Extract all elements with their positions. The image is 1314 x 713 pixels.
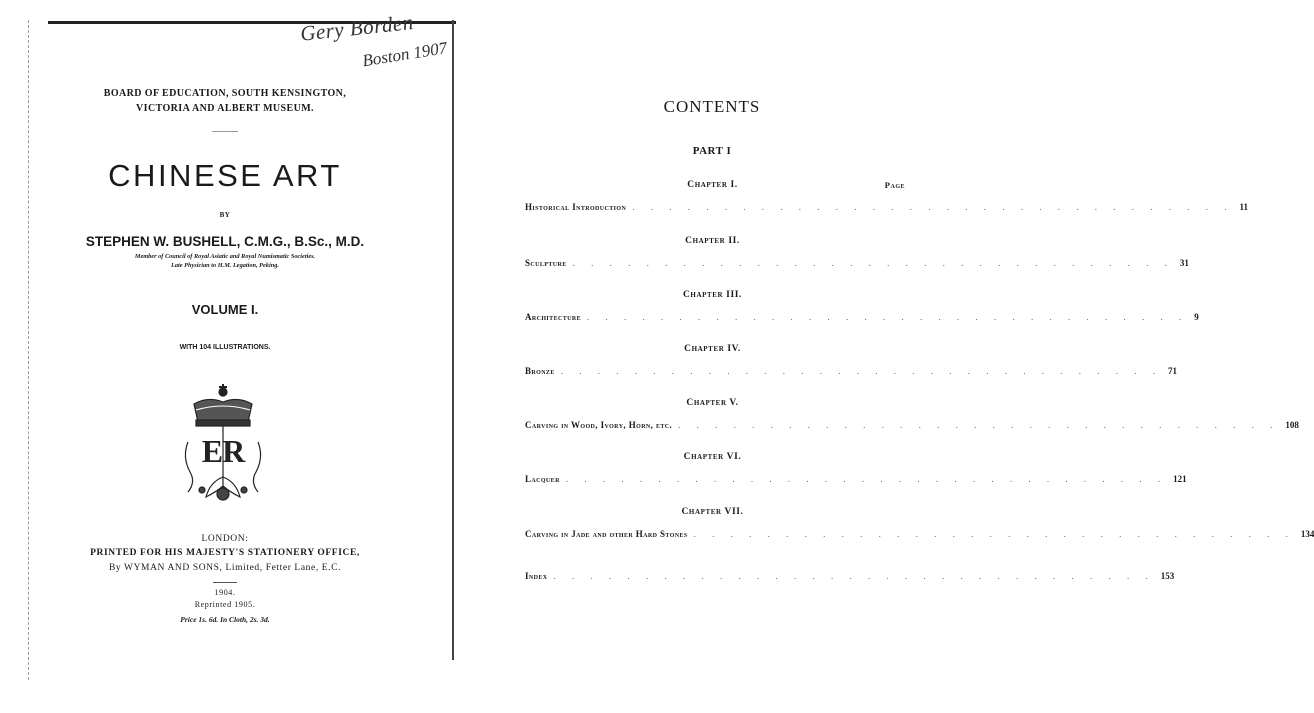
- page-right-border: [452, 20, 454, 660]
- reprinted-year: Reprinted 1905.: [194, 600, 256, 609]
- signature-name: Gery Borden: [299, 10, 415, 46]
- author-credential-2: Late Physician to H.M. Legation, Peking.: [171, 262, 279, 269]
- toc-leader: . . . . . . . . . . . . . . . . . . . . . . . . . . . . . . . . .: [678, 420, 1280, 430]
- chapter-label: Chapter V.: [686, 398, 739, 408]
- toc-leader: . . . . . . . . . . . . . . . . . . . . . . . . . . . . . . . . .: [565, 474, 1168, 484]
- ornament-dash: [212, 131, 238, 132]
- toc-entry-title: Index: [525, 571, 548, 581]
- toc-entry: [525, 366, 1177, 380]
- signature-place-year: Boston 1907: [361, 38, 449, 71]
- illustrations-note: WITH 104 ILLUSTRATIONS.: [179, 344, 271, 351]
- author-credential-1: Member of Council of Royal Asiatic and Royal Numismatic Societies.: [134, 253, 316, 260]
- toc-leader: . . . . . . . . . . . . . . . . . . . . . . . . . . . . . . . . .: [693, 529, 1295, 539]
- by-label: BY: [219, 211, 231, 219]
- publication-place: LONDON:: [201, 534, 249, 544]
- toc-entry-page: 9: [1194, 312, 1199, 322]
- toc-entry: [525, 420, 1299, 434]
- toc-entry-title: Bronze: [525, 366, 555, 376]
- toc-entry: [525, 258, 1189, 272]
- part-label: PART I: [692, 145, 732, 157]
- toc-entry-page: 11: [1239, 202, 1248, 212]
- volume-label: VOLUME I.: [191, 302, 259, 317]
- chapter-label: Chapter VI.: [683, 452, 742, 462]
- toc-entry: [525, 312, 1199, 326]
- book-title: CHINESE ART: [108, 158, 342, 193]
- toc-entry: [525, 529, 1314, 543]
- price-line: Price 1s. 6d. In Cloth, 2s. 3d.: [180, 615, 270, 624]
- printer-line-2: By WYMAN AND SONS, Limited, Fetter Lane, E.C.: [108, 563, 342, 573]
- toc-entry-page: 71: [1168, 366, 1177, 376]
- toc-leader: . . . . . . . . . . . . . . . . . . . . . . . . . . . . . . . . .: [632, 202, 1234, 212]
- toc-entry-title: Lacquer: [525, 474, 560, 484]
- toc-entry-page: 31: [1179, 258, 1189, 268]
- toc-leader: . . . . . . . . . . . . . . . . . . . . . . . . . . . . . . . . .: [586, 312, 1189, 322]
- toc-entry: [525, 474, 1187, 488]
- emblem-letters: ER: [201, 433, 245, 469]
- toc-entry-page: 153: [1160, 571, 1175, 581]
- year-rule: [213, 582, 237, 583]
- royal-cypher-emblem: [180, 382, 266, 507]
- toc-leader: . . . . . . . . . . . . . . . . . . . . . . . . . . . . . . . . .: [572, 258, 1174, 268]
- author-name: STEPHEN W. BUSHELL, C.M.G., B.Sc., M.D.: [85, 234, 365, 249]
- toc-entry-title: Sculpture: [525, 258, 567, 268]
- toc-entry: [525, 202, 1248, 216]
- toc-entry-title: Historical Introduction: [525, 202, 627, 212]
- publication-year: 1904.: [214, 588, 236, 597]
- board-line-2: VICTORIA AND ALBERT MUSEUM.: [136, 103, 314, 114]
- toc-index-entry: [525, 571, 1175, 585]
- toc-entry-page: 121: [1173, 474, 1187, 484]
- contents-heading: CONTENTS: [663, 97, 761, 116]
- page-edge-line: [28, 20, 30, 680]
- toc-entry-title: Carving in Wood, Ivory, Horn, etc.: [525, 420, 673, 430]
- toc-leader: . . . . . . . . . . . . . . . . . . . . . . . . . . . . . . . . .: [560, 366, 1162, 376]
- chapter-label: Chapter VII.: [681, 507, 744, 517]
- toc-leader: . . . . . . . . . . . . . . . . . . . . . . . . . . . . . . . . .: [553, 571, 1155, 581]
- chapter-label: Chapter III.: [682, 290, 743, 300]
- page-column-header: Page: [884, 180, 905, 190]
- toc-entry-page: 134: [1300, 529, 1314, 539]
- chapter-label: Chapter II.: [685, 236, 740, 246]
- toc-entry-page: 108: [1285, 420, 1299, 430]
- board-line-1: BOARD OF EDUCATION, SOUTH KENSINGTON,: [103, 88, 347, 99]
- printer-line-1: PRINTED FOR HIS MAJESTY'S STATIONERY OFFICE,: [90, 548, 360, 558]
- toc-entry-title: Architecture: [525, 312, 581, 322]
- chapter-label: Chapter I.: [687, 180, 738, 190]
- toc-entry-title: Carving in Jade and other Hard Stones: [525, 529, 688, 539]
- chapter-label: Chapter IV.: [684, 344, 741, 354]
